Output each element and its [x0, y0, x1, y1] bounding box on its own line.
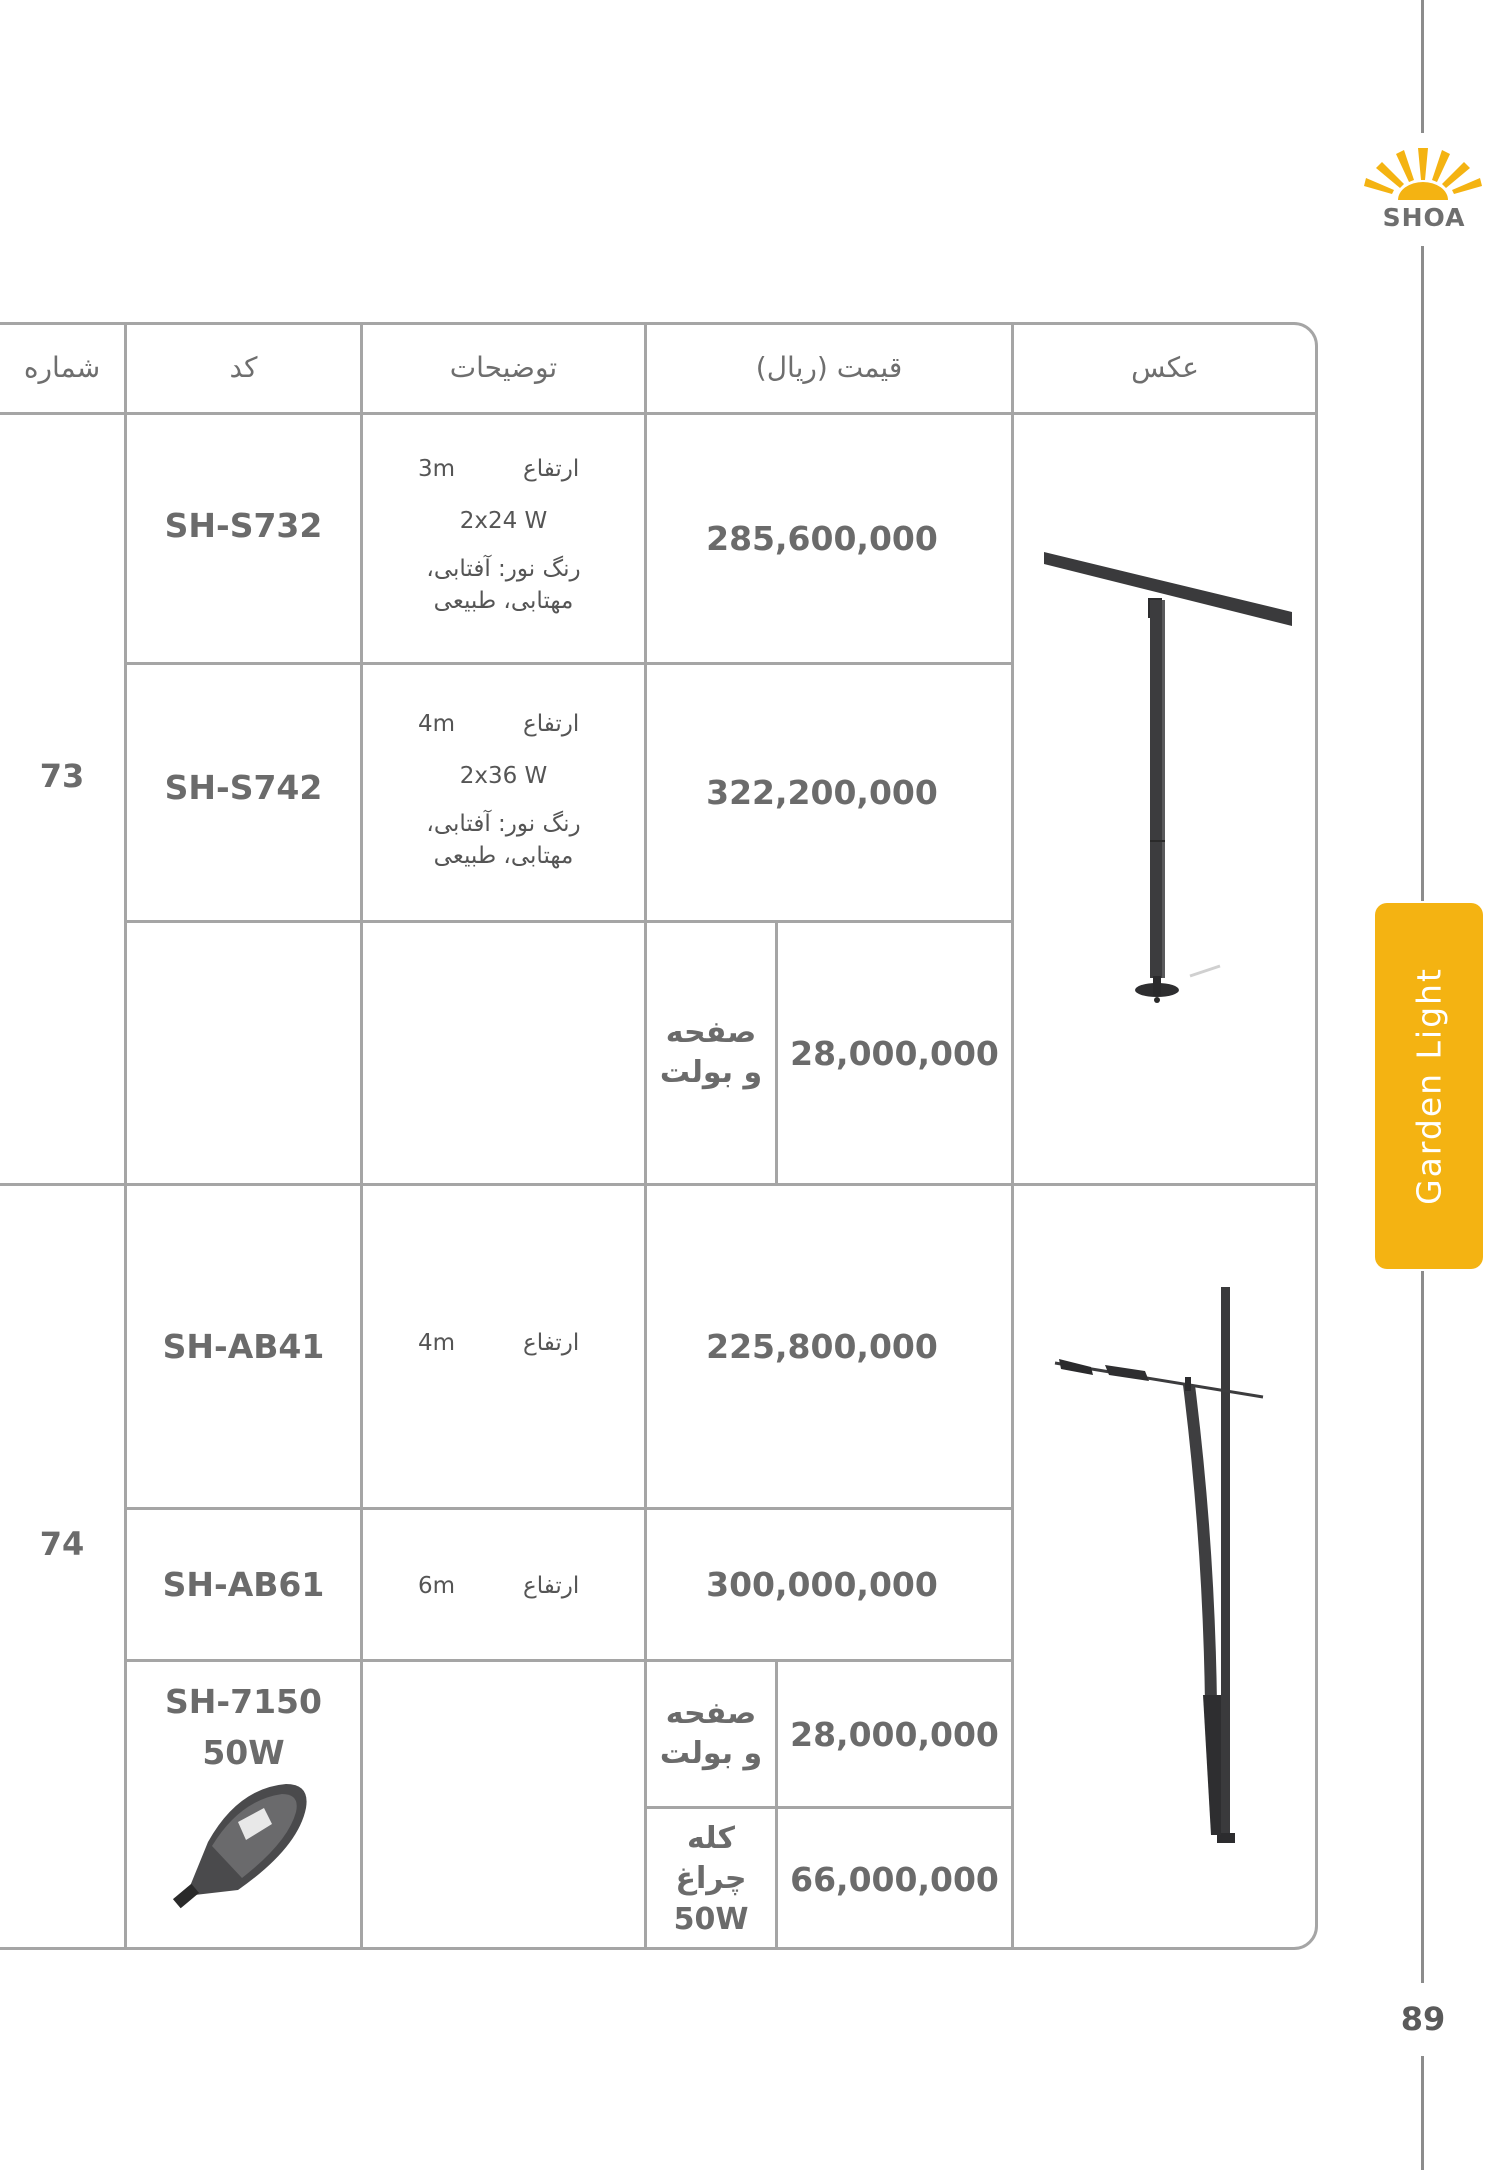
- accessory-name: [647, 923, 775, 1183]
- accessory-name-line: صفحه: [665, 1695, 757, 1731]
- curved-street-light-pole-icon: [1045, 1285, 1275, 1845]
- group-number: 74: [39, 1525, 85, 1563]
- product-code: SH-S742: [164, 767, 323, 807]
- led-street-lamp-head-icon: [168, 1778, 318, 1918]
- accessory-name-line: صفحه: [665, 1014, 757, 1050]
- price-value: 225,800,000: [706, 1327, 938, 1366]
- product-code: SH-S732: [164, 505, 323, 545]
- page-number: 89: [1400, 2000, 1446, 2038]
- height-label: ارتفاع: [523, 1573, 580, 1599]
- height-label: ارتفاع: [523, 456, 580, 482]
- height-value: 3m: [418, 456, 456, 482]
- header-photo: عکس: [1131, 350, 1199, 384]
- accessory-price: 66,000,000: [790, 1860, 999, 1899]
- accessory-price: 28,000,000: [790, 1033, 999, 1073]
- power-spec: 2x36 W: [459, 763, 548, 789]
- height-label: ارتفاع: [523, 1330, 580, 1356]
- accessory-name-line: و بولت: [659, 1055, 763, 1090]
- accessory-name-line: و بولت: [659, 1736, 763, 1771]
- brand-logo-text: SHOA: [1382, 203, 1466, 232]
- light-color-line: رنگ نور: آفتابی،: [426, 811, 581, 837]
- accessory-price: 28,000,000: [790, 1714, 999, 1754]
- header-number: شماره: [23, 350, 101, 384]
- group-number: 73: [39, 757, 85, 795]
- light-color-line: رنگ نور: آفتابی،: [426, 556, 581, 582]
- light-color-line: مهتابی، طبیعی: [433, 588, 574, 614]
- lamp-code: [127, 1676, 360, 1778]
- side-rail-lower: [1421, 1271, 1424, 1983]
- side-rail-bottom: [1421, 2056, 1424, 2170]
- category-tab[interactable]: [1375, 903, 1483, 1269]
- header-description: توضیحات: [449, 350, 558, 384]
- power-spec: 2x24 W: [459, 508, 548, 534]
- side-rail-middle: [1421, 246, 1424, 901]
- price-value: 300,000,000: [706, 1565, 938, 1604]
- accessory-name: [647, 1662, 775, 1806]
- header-price: قیمت (ریال): [755, 350, 903, 384]
- lamp-power-line: 50W: [202, 1733, 285, 1773]
- accessory-name-line: کله چراغ: [675, 1820, 747, 1897]
- height-value: 4m: [418, 1330, 456, 1356]
- t-shaped-garden-pole-icon: [1040, 540, 1300, 1010]
- price-value: 285,600,000: [706, 519, 938, 558]
- accessory-name-line: 50W: [673, 1901, 749, 1937]
- header-code: کد: [229, 350, 258, 384]
- category-tab-label: Garden Light: [1409, 967, 1449, 1205]
- product-code: SH-AB61: [162, 1565, 325, 1604]
- accessory-name: [647, 1809, 775, 1950]
- product-code: SH-AB41: [162, 1327, 325, 1366]
- light-color-line: مهتابی، طبیعی: [433, 843, 574, 869]
- height-label: ارتفاع: [523, 711, 580, 737]
- price-value: 322,200,000: [706, 773, 938, 812]
- height-value: 4m: [418, 711, 456, 737]
- side-rail-top: [1421, 0, 1424, 133]
- height-value: 6m: [418, 1573, 456, 1599]
- lamp-code-line: SH-7150: [165, 1682, 322, 1721]
- column-divider: [1011, 322, 1014, 1950]
